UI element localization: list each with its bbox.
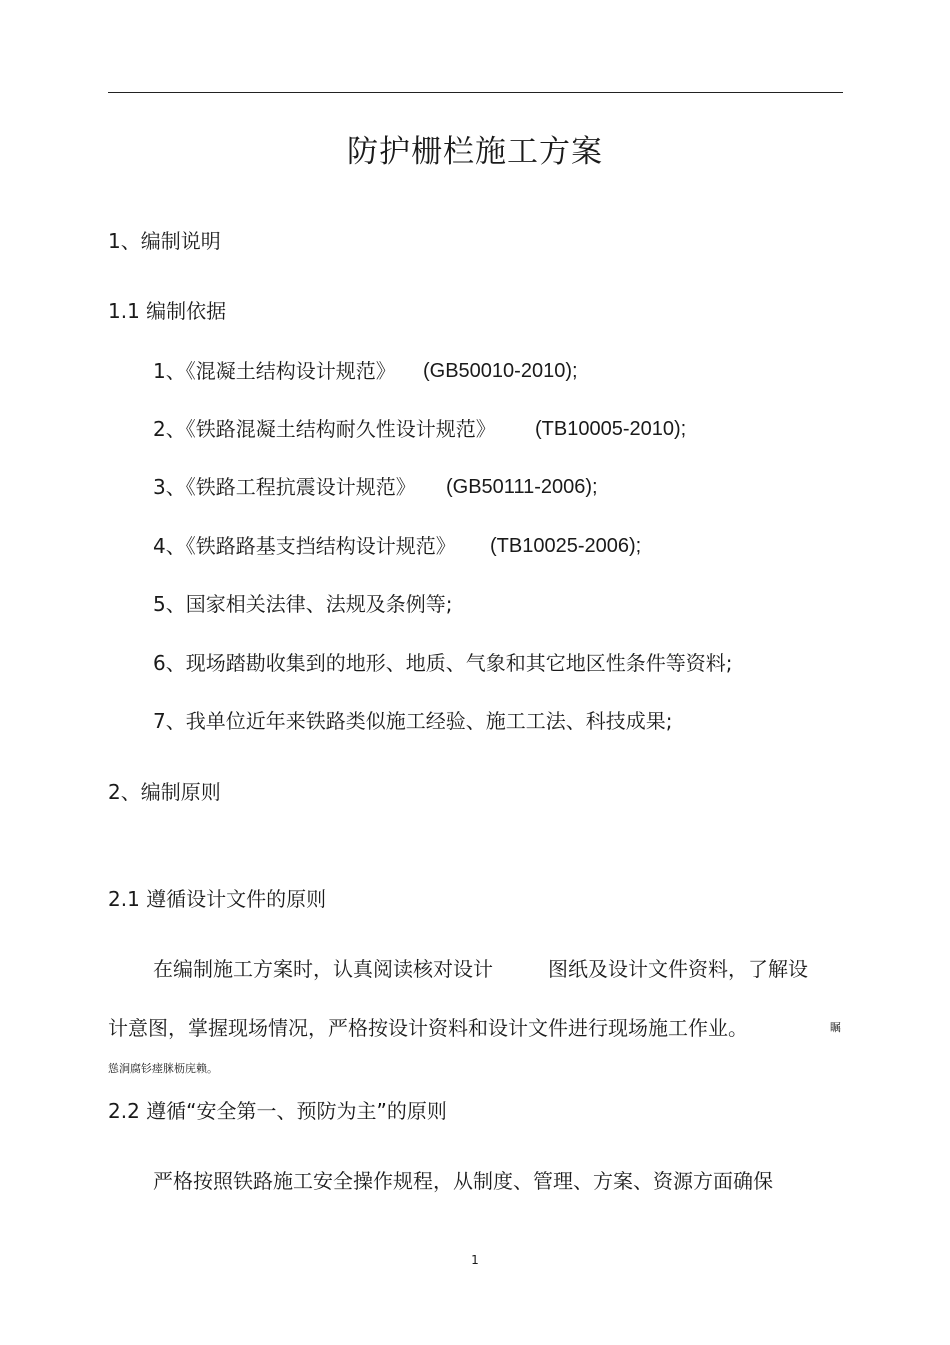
header-rule xyxy=(108,92,843,93)
basis-item-6: 6、现场踏勘收集到的地形、地质、气象和其它地区性条件等资料; xyxy=(153,651,733,675)
document-title: 防护栅栏施工方案 xyxy=(347,134,603,170)
s2-1-paragraph-line1b: 图纸及设计文件资料，了解设 xyxy=(548,957,808,981)
page-number: 1 xyxy=(471,1253,479,1267)
section-2-1-heading: 2.1 遵循设计文件的原则 xyxy=(108,887,327,911)
basis-item-code: (TB10005-2010); xyxy=(535,418,687,440)
basis-item-3 xyxy=(153,473,598,501)
section-2-2-heading: 2.2 遵循“安全第一、预防为主”的原则 xyxy=(108,1099,447,1123)
basis-item-5: 5、国家相关法律、法规及条例等; xyxy=(153,592,453,616)
garbled-text-line: 慫涧腐钐瘗脒枥庑赖。 xyxy=(108,1062,218,1075)
basis-item-1 xyxy=(153,357,578,385)
s2-1-paragraph-line1a: 在编制施工方案时，认真阅读核对设计 xyxy=(153,957,493,981)
basis-item-2 xyxy=(153,415,687,443)
s2-2-paragraph-line1: 严格按照铁路施工安全操作规程，从制度、管理、方案、资源方面确保 xyxy=(153,1169,773,1193)
basis-item-text: 1、《混凝土结构设计规范》 xyxy=(153,359,396,383)
garbled-mark: 瞩 xyxy=(830,1021,841,1034)
basis-item-4 xyxy=(153,532,642,560)
section-1-heading: 1、编制说明 xyxy=(108,229,221,253)
basis-item-code: (TB10025-2006); xyxy=(490,535,642,557)
s2-1-paragraph-line2: 计意图，掌握现场情况，严格按设计资料和设计文件进行现场施工作业。 xyxy=(108,1016,748,1040)
basis-item-code: (GB50010-2010); xyxy=(423,360,578,382)
section-1-1-heading: 1.1 编制依据 xyxy=(108,299,227,323)
basis-item-code: (GB50111-2006); xyxy=(446,476,598,498)
basis-item-text: 2、《铁路混凝土结构耐久性设计规范》 xyxy=(153,417,496,441)
section-2-heading: 2、编制原则 xyxy=(108,780,221,804)
basis-item-text: 3、《铁路工程抗震设计规范》 xyxy=(153,475,416,499)
basis-item-7: 7、我单位近年来铁路类似施工经验、施工工法、科技成果; xyxy=(153,709,673,733)
basis-item-text: 4、《铁路路基支挡结构设计规范》 xyxy=(153,534,456,558)
